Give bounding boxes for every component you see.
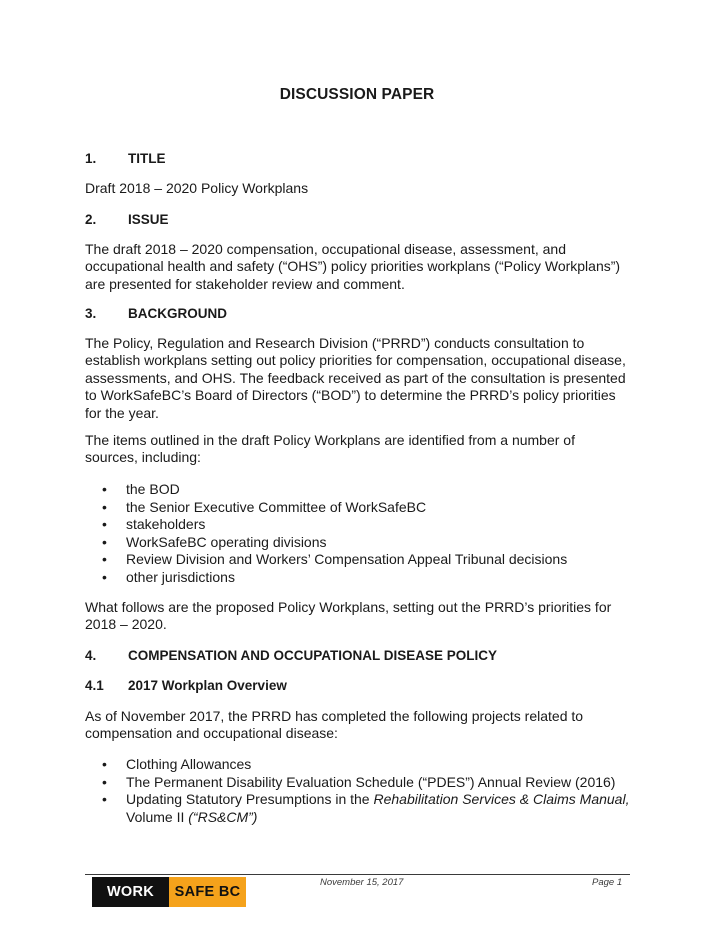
paragraph-line: 2018 – 2020.: [85, 616, 167, 633]
bullet-icon: •: [102, 773, 107, 790]
list-item: [102, 774, 629, 792]
paragraph-line: The Policy, Regulation and Research Division (“PRRD”) conducts consultation to: [85, 335, 585, 351]
paragraph-line: Draft 2018 – 2020 Policy Workplans: [85, 180, 309, 196]
completed-projects-list: [102, 756, 629, 826]
list-item-italic-text: Rehabilitation Services & Claims Manual,: [373, 791, 630, 808]
section-number: 1.: [85, 151, 97, 166]
logo-right-block: SAFE BC: [169, 877, 246, 907]
bullet-icon: •: [102, 756, 107, 772]
paragraph-line: The draft 2018 – 2020 compensation, occupational disease, assessment, and: [85, 241, 566, 257]
paragraph-line: compensation and occupational disease:: [85, 725, 338, 742]
issue-paragraph: [85, 241, 645, 293]
title-paragraph: [85, 180, 645, 197]
section-heading-text: COMPENSATION AND OCCUPATIONAL DISEASE POLICY: [128, 648, 498, 663]
list-item-text: the Senior Executive Committee of WorkSafeBC: [126, 498, 427, 515]
section-heading-background: [85, 306, 585, 324]
document-title: DISCUSSION PAPER: [279, 86, 435, 103]
list-item-text: stakeholders: [126, 516, 206, 533]
footer-page-number: Page 1: [592, 877, 623, 888]
bullet-icon: •: [102, 498, 107, 515]
paragraph-line: are presented for stakeholder review and comment.: [85, 275, 405, 292]
follows-paragraph: [85, 599, 645, 634]
list-item-continuation: [102, 809, 629, 827]
paragraph-line: establish workplans setting out policy priorities for compensation, occupational disease,: [85, 352, 626, 369]
bullet-icon: •: [102, 481, 107, 497]
list-item-text: WorkSafeBC operating divisions: [126, 533, 327, 550]
section-heading-text: TITLE: [128, 151, 166, 166]
section-heading-workplan-overview: [85, 678, 585, 696]
bullet-icon: •: [102, 533, 107, 550]
background-paragraph-1: [85, 335, 645, 422]
worksafebc-logo: [92, 877, 246, 907]
list-item-text: Volume II: [126, 808, 189, 825]
bullet-icon: •: [102, 568, 107, 585]
paragraph-line: to WorkSafeBC’s Board of Directors (“BOD”) to determine the PRRD’s policy priorities: [85, 387, 616, 404]
list-item: [102, 569, 567, 587]
paragraph-line: As of November 2017, the PRRD has completed the following projects related to: [85, 708, 584, 724]
list-item-text: Clothing Allowances: [126, 756, 252, 772]
background-paragraph-2: [85, 432, 645, 467]
section-heading-issue: [85, 212, 585, 230]
section-number: 2.: [85, 212, 97, 227]
paragraph-line: occupational health and safety (“OHS”) policy priorities workplans (“Policy Workplans”): [85, 258, 621, 275]
list-item-italic-text: (“RS&CM”): [188, 808, 258, 825]
list-item-text: Review Division and Workers’ Compensation Appeal Tribunal decisions: [126, 551, 568, 568]
bullet-icon: •: [102, 516, 107, 533]
paragraph-line: What follows are the proposed Policy Workplans, setting out the PRRD’s priorities for: [85, 599, 612, 615]
list-item-text: the BOD: [126, 481, 180, 497]
list-item-text: Updating Statutory Presumptions in the: [126, 791, 374, 808]
section-heading-title: [85, 151, 585, 169]
paragraph-line: assessments, and OHS. The feedback received as part of the consultation is presented: [85, 369, 626, 386]
list-item: [102, 534, 567, 552]
list-item: [102, 516, 567, 534]
list-item: [102, 551, 567, 569]
paragraph-line: The items outlined in the draft Policy Workplans are identified from a number of: [85, 432, 575, 448]
footer-divider: [85, 874, 630, 875]
section-heading-text: BACKGROUND: [128, 306, 227, 321]
bullet-icon: •: [102, 791, 107, 808]
section-number: 3.: [85, 306, 97, 321]
paragraph-line: sources, including:: [85, 449, 201, 466]
bullet-icon: •: [102, 551, 107, 568]
section-heading-compensation: [85, 648, 645, 666]
section-heading-text: ISSUE: [128, 212, 169, 227]
list-item-text: other jurisdictions: [126, 568, 235, 585]
list-item: [102, 481, 567, 499]
sources-list: [102, 481, 567, 587]
list-item: [102, 791, 629, 809]
overview-paragraph: [85, 708, 645, 743]
list-item: [102, 499, 567, 517]
logo-left-block: WORK: [92, 877, 169, 907]
section-number: 4.1: [85, 678, 104, 693]
paragraph-line: for the year.: [85, 404, 159, 421]
footer-date: November 15, 2017: [320, 877, 404, 888]
list-item: [102, 756, 629, 774]
section-heading-text: 2017 Workplan Overview: [128, 678, 287, 693]
section-number: 4.: [85, 648, 97, 663]
list-item-text: The Permanent Disability Evaluation Schedule (“PDES”) Annual Review (2016): [126, 773, 616, 790]
